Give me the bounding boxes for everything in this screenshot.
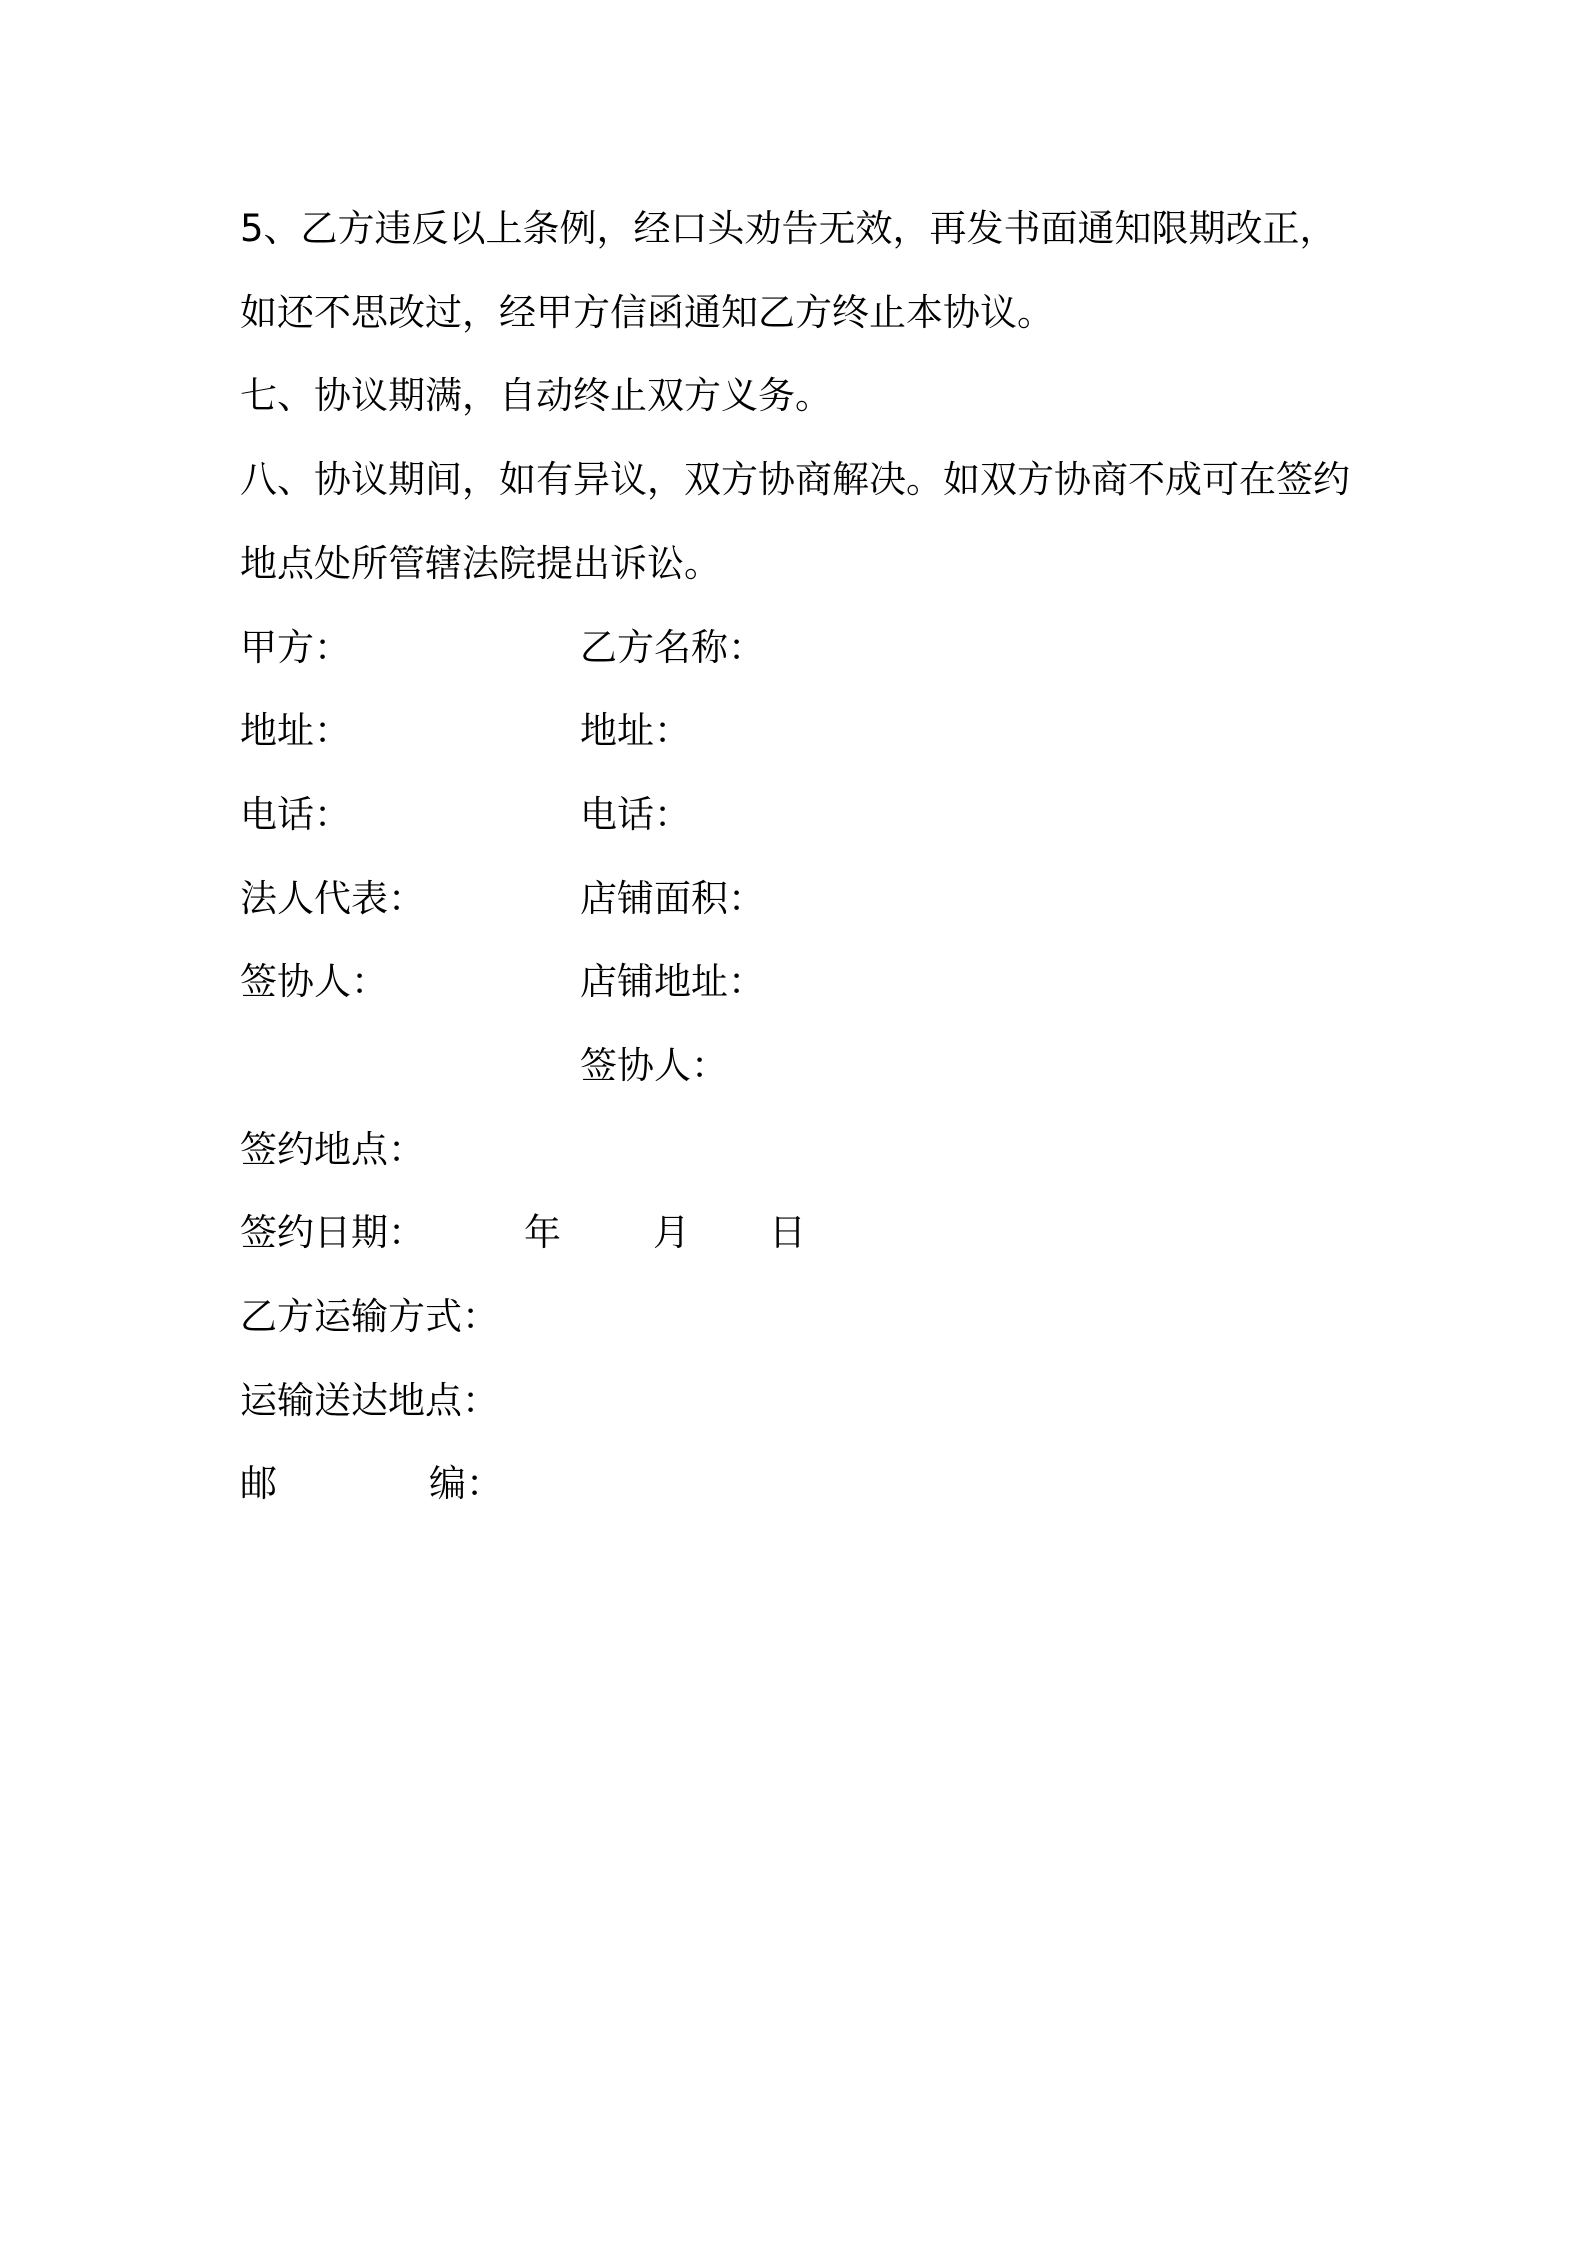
transport-method-label: 乙方运输方式： (240, 1295, 499, 1338)
signing-date-month: 月 (653, 1211, 690, 1254)
clause-5-line-1: 5、乙方违反以上条例，经口头劝告无效，再发书面通知限期改正， (240, 207, 1337, 250)
party-a-phone-label: 电话： (240, 793, 351, 836)
signing-date-day: 日 (769, 1211, 806, 1254)
party-a-signatory-label: 签协人： (240, 960, 388, 1003)
party-b-signatory-label: 签协人： (580, 1044, 728, 1087)
signing-date-year: 年 (524, 1211, 561, 1254)
party-b-name-label: 乙方名称： (580, 626, 765, 669)
postcode-label-char-2: 编： (429, 1462, 503, 1505)
party-a-legal-rep-label: 法人代表： (240, 877, 425, 920)
clause-8-line-2: 地点处所管辖法院提出诉讼。 (240, 542, 721, 585)
signing-date-label: 签约日期： (240, 1211, 425, 1254)
clause-5-line-2: 如还不思改过，经甲方信函通知乙方终止本协议。 (240, 291, 1054, 334)
party-b-address-label: 地址： (580, 709, 691, 752)
party-b-phone-label: 电话： (580, 793, 691, 836)
party-a-address-label: 地址： (240, 709, 351, 752)
signing-place-label: 签约地点： (240, 1128, 425, 1171)
clause-7: 七、协议期满，自动终止双方义务。 (240, 374, 832, 417)
transport-destination-label: 运输送达地点： (240, 1379, 499, 1422)
party-b-shop-address-label: 店铺地址： (580, 960, 765, 1003)
party-b-shop-area-label: 店铺面积： (580, 877, 765, 920)
party-a-name-label: 甲方： (240, 626, 351, 669)
postcode-label-char-1: 邮 (240, 1462, 277, 1505)
clause-8-line-1: 八、协议期间，如有异议，双方协商解决。如双方协商不成可在签约 (240, 458, 1350, 501)
